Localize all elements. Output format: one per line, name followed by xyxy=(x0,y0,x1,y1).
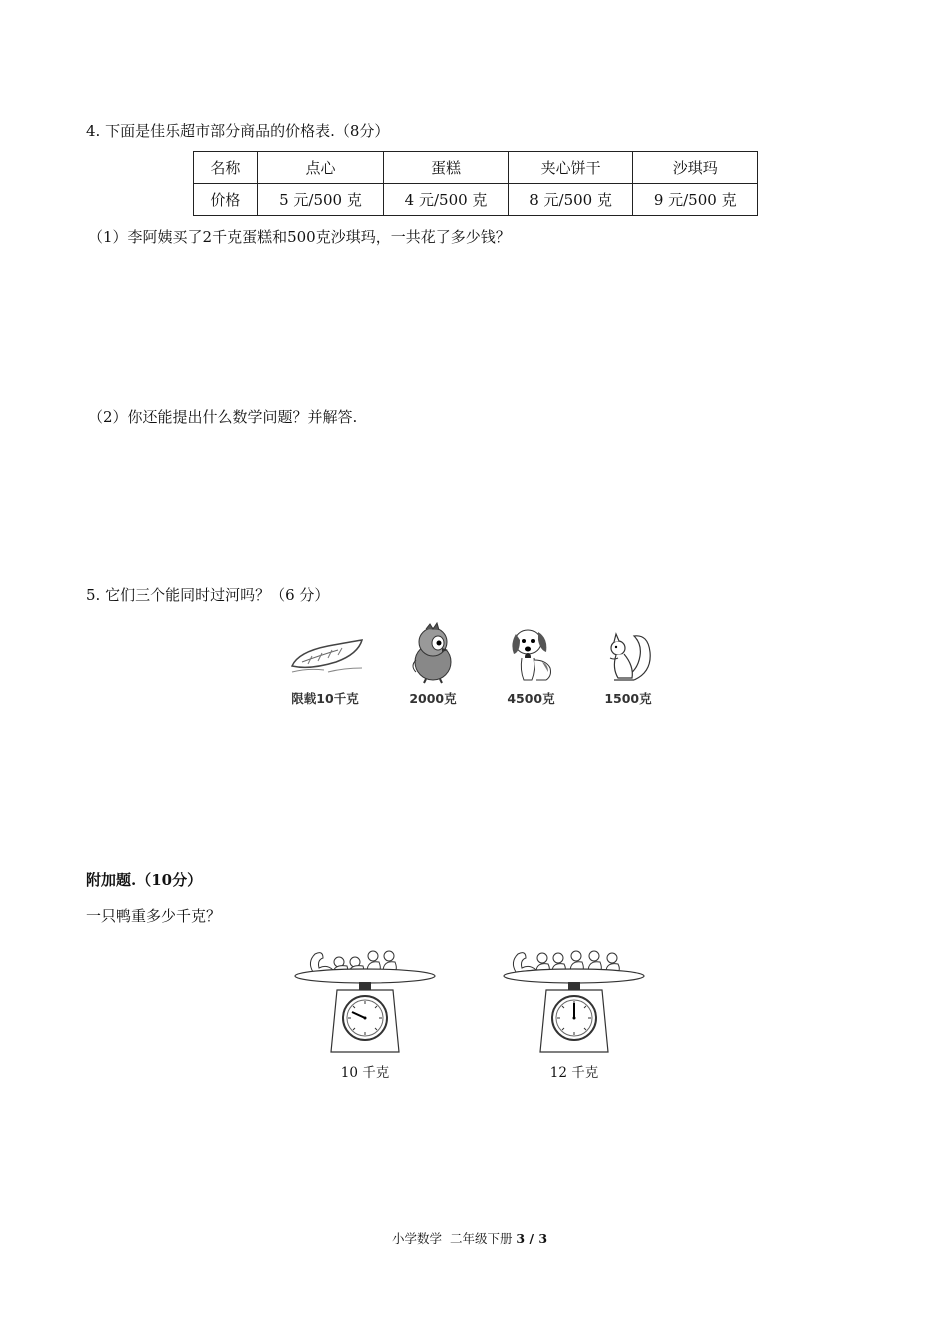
price-table-row xyxy=(194,184,758,216)
table-cell: 点心 xyxy=(257,152,384,184)
price-table-header-row xyxy=(194,152,758,184)
table-cell: 4 元/500 克 xyxy=(384,184,509,216)
boat-label: 限载10千克 xyxy=(291,691,359,706)
chick-label: 2000克 xyxy=(409,691,457,706)
page-number: 3 / 3 xyxy=(516,1231,548,1246)
table-cell: 名称 xyxy=(194,152,258,184)
squirrel-label: 1500克 xyxy=(604,691,652,706)
table-cell: 9 元/500 克 xyxy=(633,184,758,216)
q5-title: 5. 它们三个能同时过河吗？（6 分） xyxy=(86,586,330,604)
q4-sub2: （2）你还能提出什么数学问题？并解答. xyxy=(88,408,358,426)
table-cell: 沙琪玛 xyxy=(633,152,758,184)
scale-2-icon xyxy=(502,942,652,1062)
table-cell: 蛋糕 xyxy=(384,152,509,184)
boat-icon xyxy=(288,628,368,684)
q4-sub1: （1）李阿姨买了2千克蛋糕和500克沙琪玛，一共花了多少钱？ xyxy=(88,228,511,246)
scale-2-label: 12 千克 xyxy=(549,1065,599,1081)
footer-text: 小学数学 二年级下册 xyxy=(392,1231,517,1246)
price-table xyxy=(193,151,758,216)
squirrel-icon xyxy=(604,628,654,684)
table-cell: 8 元/500 克 xyxy=(508,184,633,216)
puppy-label: 4500克 xyxy=(507,691,555,706)
table-cell: 5 元/500 克 xyxy=(257,184,384,216)
table-cell: 夹心饼干 xyxy=(508,152,633,184)
scale-1-icon xyxy=(293,942,443,1062)
bonus-title: 附加题.（10分） xyxy=(86,871,203,889)
scale-1-label: 10 千克 xyxy=(340,1065,390,1081)
puppy-icon xyxy=(506,624,558,684)
bonus-question: 一只鸭重多少千克？ xyxy=(86,907,222,925)
chick-icon xyxy=(408,622,458,684)
table-cell: 价格 xyxy=(194,184,258,216)
q4-title: 4. 下面是佳乐超市部分商品的价格表.（8分） xyxy=(86,122,390,140)
page-footer xyxy=(392,1229,547,1247)
